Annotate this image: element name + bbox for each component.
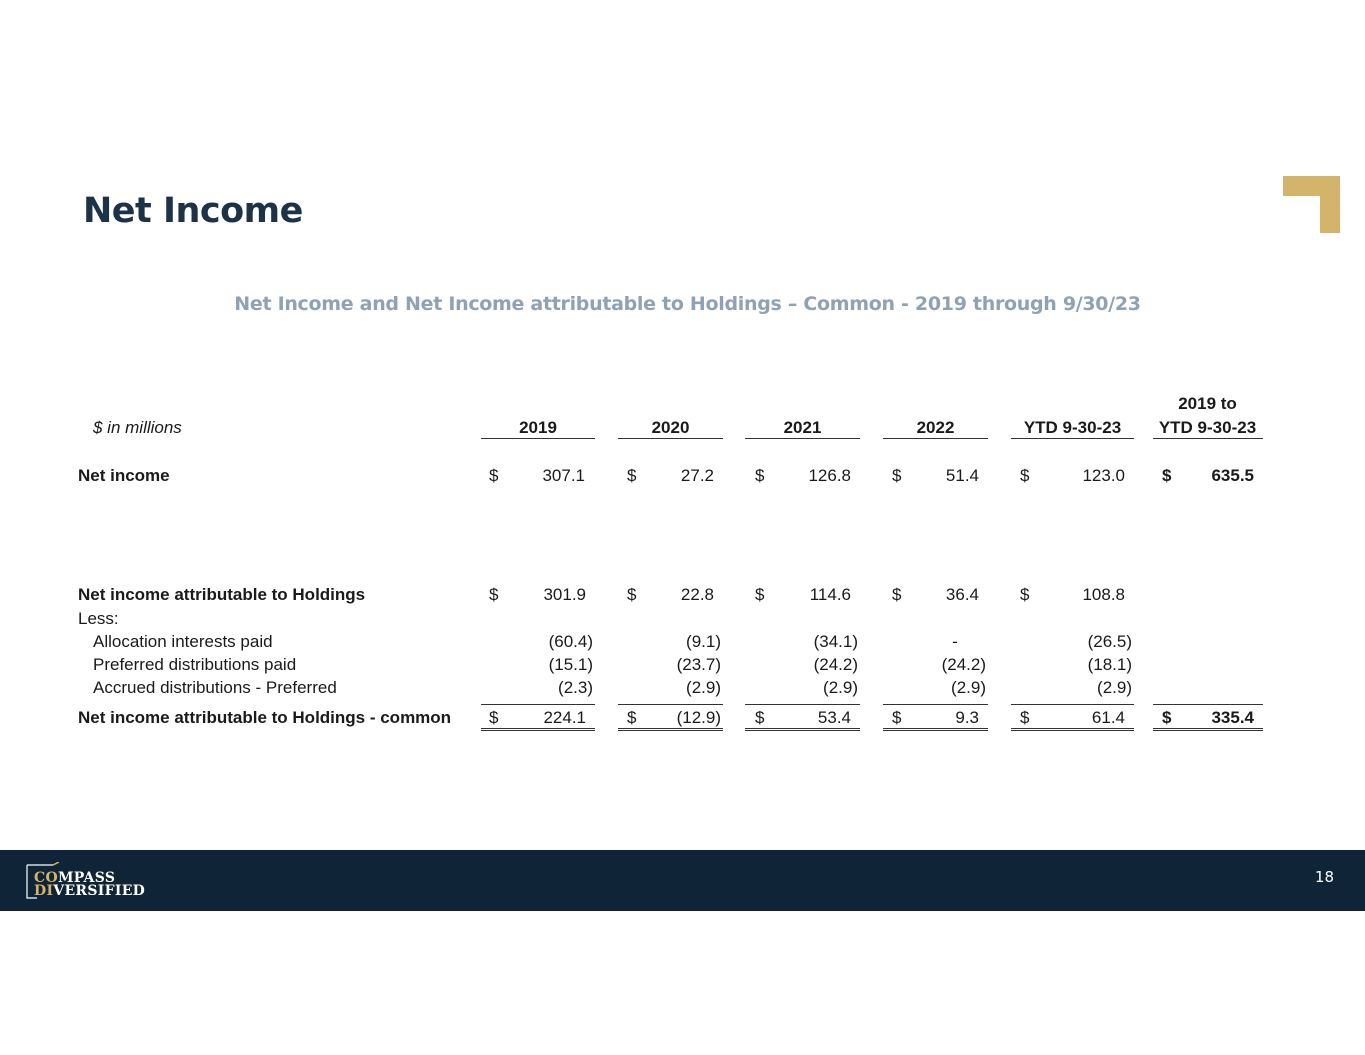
cell-preferred-2020: (23.7): [676, 655, 721, 674]
footer-bar: [0, 850, 1365, 911]
currency-sign: $: [627, 466, 637, 485]
corner-accent: [1283, 176, 1340, 233]
header-underline: [883, 438, 988, 439]
cell-net-income-2022: 51.4: [945, 466, 979, 485]
cell-preferred-2022: (24.2): [941, 655, 986, 674]
cell-preferred-ytd: (18.1): [1087, 655, 1132, 674]
cell-accrued-2019: (2.3): [558, 678, 593, 697]
table-subtitle: Net Income and Net Income attributable to Holdings – Common - 2019 through 9/30/23: [234, 293, 1141, 315]
row-label-accrued: Accrued distributions - Preferred: [93, 678, 337, 697]
cell-preferred-2021: (24.2): [813, 655, 858, 674]
logo-text: MPASS: [57, 870, 116, 886]
page-number: 18: [1314, 868, 1334, 886]
cell-attrib-ytd: 108.8: [1082, 585, 1125, 604]
row-label-allocation: Allocation interests paid: [93, 632, 273, 651]
currency-sign: $: [892, 708, 902, 727]
subtotal-line: [481, 704, 595, 705]
logo-text: VERSIFIED: [53, 883, 146, 899]
total-double-underline: [481, 728, 595, 731]
cell-common-2022: 9.3: [955, 708, 979, 727]
cell-common-total: 335.4: [1211, 708, 1254, 727]
col-header-total-line1: 2019 to: [1178, 394, 1237, 413]
cell-allocation-2019: (60.4): [548, 632, 593, 651]
cell-allocation-2020: (9.1): [686, 632, 721, 651]
currency-sign: $: [1162, 708, 1172, 727]
header-underline: [1011, 438, 1134, 439]
total-double-underline: [745, 728, 860, 731]
cell-common-ytd: 61.4: [1091, 708, 1125, 727]
logo-text-line2: [34, 884, 145, 898]
cell-preferred-2019: (15.1): [548, 655, 593, 674]
currency-sign: $: [892, 585, 902, 604]
logo-text-accent: CO: [34, 870, 58, 886]
subtotal-line: [745, 704, 860, 705]
currency-sign: $: [489, 466, 499, 485]
header-underline: [745, 438, 860, 439]
cell-attrib-2022: 36.4: [945, 585, 979, 604]
cell-accrued-2021: (2.9): [823, 678, 858, 697]
logo-text-accent: DI: [34, 883, 54, 899]
currency-sign: $: [627, 585, 637, 604]
total-double-underline: [883, 728, 988, 731]
row-label-attributable: Net income attributable to Holdings: [78, 585, 366, 604]
col-header-2020: 2020: [651, 418, 690, 437]
col-header-ytd: YTD 9-30-23: [1023, 418, 1122, 437]
subtotal-line: [618, 704, 723, 705]
col-header-total-line2: YTD 9-30-23: [1158, 418, 1257, 437]
cell-attrib-2021: 114.6: [809, 585, 851, 604]
currency-sign: $: [489, 585, 499, 604]
total-double-underline: [1011, 728, 1134, 731]
currency-sign: $: [755, 708, 765, 727]
header-underline: [481, 438, 595, 439]
cell-net-income-total: 635.5: [1211, 466, 1254, 485]
units-label: $ in millions: [93, 418, 182, 437]
row-label-common: Net income attributable to Holdings - common: [78, 708, 452, 727]
header-underline: [618, 438, 723, 439]
cell-net-income-2021: 126.8: [808, 466, 851, 485]
cell-attrib-2020: 22.8: [680, 585, 714, 604]
currency-sign: $: [1162, 466, 1172, 485]
page-title: Net Income: [83, 191, 303, 231]
currency-sign: $: [1020, 708, 1030, 727]
cell-net-income-2020: 27.2: [680, 466, 714, 485]
row-label-preferred: Preferred distributions paid: [93, 655, 297, 674]
cell-accrued-2022: (2.9): [951, 678, 986, 697]
total-double-underline: [1153, 728, 1263, 731]
currency-sign: $: [755, 585, 765, 604]
subtotal-line: [883, 704, 988, 705]
currency-sign: $: [1020, 466, 1030, 485]
currency-sign: $: [755, 466, 765, 485]
cell-allocation-2022: -: [952, 632, 958, 651]
col-header-2019: 2019: [519, 418, 557, 437]
col-header-2021: 2021: [783, 418, 822, 437]
currency-sign: $: [892, 466, 902, 485]
row-label-net-income: Net income: [78, 466, 170, 485]
cell-accrued-2020: (2.9): [686, 678, 721, 697]
cell-common-2019: 224.1: [543, 708, 586, 727]
col-header-2022: 2022: [916, 418, 955, 437]
cell-net-income-2019: 307.1: [542, 466, 585, 485]
cell-attrib-2019: 301.9: [543, 585, 586, 604]
cell-accrued-ytd: (2.9): [1097, 678, 1132, 697]
cell-common-2020: (12.9): [676, 708, 721, 727]
currency-sign: $: [627, 708, 637, 727]
cell-allocation-ytd: (26.5): [1087, 632, 1132, 651]
cell-common-2021: 53.4: [817, 708, 851, 727]
subtotal-line: [1011, 704, 1134, 705]
currency-sign: $: [489, 708, 499, 727]
cell-allocation-2021: (34.1): [813, 632, 858, 651]
header-underline: [1153, 438, 1263, 439]
cell-net-income-ytd: 123.0: [1082, 466, 1125, 485]
total-double-underline: [618, 728, 723, 731]
less-label: Less:: [78, 609, 119, 628]
currency-sign: $: [1020, 585, 1030, 604]
subtotal-line: [1153, 704, 1263, 705]
